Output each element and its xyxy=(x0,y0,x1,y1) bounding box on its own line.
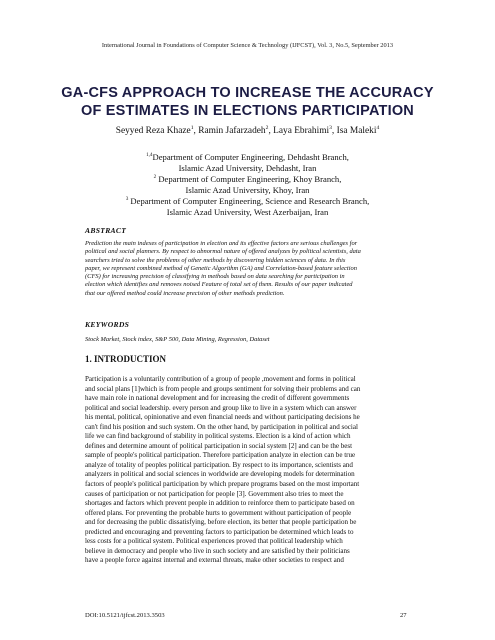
introduction-body xyxy=(85,375,413,566)
body-line: can't find his position and such system. On the other hand, by participation in political and social xyxy=(85,422,358,431)
abstract-line: Prediction the main indexes of participation in election and its effective factors are serious challenges for xyxy=(85,240,358,247)
body-line: have main role in national development and for increasing the credit of different governments xyxy=(85,394,350,403)
affiliation-1: $^{1,4}$Department of Computer Engineering, Dehdasht Branch, Islamic Azad University, Dehdasht, Iran xyxy=(146,152,349,173)
author-2: Ramin Jafarzadeh$^2$, xyxy=(198,124,274,136)
journal-header: International Journal in Foundations of Computer Science & Technology (IJFCST), Vol. 3, No.5, September 2013 xyxy=(101,42,394,49)
body-line: believe in democracy and people who live in such society and are satisfied by their politicians xyxy=(85,546,350,555)
abstract-body xyxy=(85,240,413,298)
body-line: political and social leadership. every person and group like to live in a system which can answer xyxy=(85,403,357,412)
affiliation-2: $^2$ Department of Computer Engineering, Khoy Branch, Islamic Azad University, Khoy, Iran xyxy=(153,174,342,195)
keywords-body: Stock Market, Stock index, S&P 500, Data Mining, Regression, Dataset xyxy=(85,336,270,343)
paper-title xyxy=(40,84,455,120)
abstract-line: election which identifies and removes noised Feature of total set of them. Results of our paper indicated xyxy=(85,281,353,289)
abstract-line: paper, we represent combined method of Genetic Algorithm (GA) and Correlation-based feature selection xyxy=(85,264,357,272)
body-line: factors of people's political participation by which prepare programs based on the most important xyxy=(85,480,360,489)
body-line: have a people force against internal and external threats, make other societies to respect and xyxy=(85,556,344,565)
title-line-1: GA-CFS APPROACH TO INCREASE THE ACCURACY xyxy=(61,85,434,101)
body-line: his mental, political, opinionative and even financial needs and without participating decisions he xyxy=(85,413,360,422)
abstract-heading: ABSTRACT xyxy=(85,226,127,235)
body-line: shortages and factors which prevent people in addition to reinforce them to participate based on xyxy=(85,499,355,508)
body-line: defines and determine amount of political participation in social system [2] and can be the best xyxy=(85,441,353,450)
doi-footer: DOI:10.5121/ijfcst.2013.3503 xyxy=(85,612,165,619)
body-line: analyzers in political and social sciences in worldwide are developing models for determination xyxy=(85,470,355,479)
author-3: Laya Ebrahimi$^3$, xyxy=(273,124,337,136)
affiliations xyxy=(0,152,495,218)
body-line: causes of participation or not participation for people [3]. Government also tries to meet the xyxy=(85,489,344,498)
author-1: Seyyed Reza Khaze$^1$, xyxy=(115,124,199,136)
body-line: predicted and encouraging and preventing factors to participation be determined which leads to xyxy=(85,527,354,536)
body-line: offered plans. For preventing the probable hurts to government without participation of people xyxy=(85,508,352,517)
body-line: and social plans [1]which is from people and groups sentiment for solving their problems and can xyxy=(85,384,361,393)
body-line: less costs for a political system. Political experiences proved that political leadership which xyxy=(85,537,343,546)
author-4: Isa Maleki$^4$ xyxy=(336,124,380,136)
author-list xyxy=(0,126,495,136)
body-line: Participation is a voluntarily contribution of a group of people ,movement and forms in political xyxy=(85,375,356,383)
body-line: analyze of totality of peoples political participation. By respect to its importance, scientists and xyxy=(85,460,353,469)
title-line-2: OF ESTIMATES IN ELECTIONS PARTICIPATION xyxy=(81,103,414,119)
abstract-line: political and social planners. By respect to abnormal nature of offered analyzes by political scientists, data xyxy=(85,248,361,256)
abstract-line: (CFS) for increasing precision of classifying in methods based on data searching for participation in xyxy=(85,273,345,280)
body-line: and for decreasing the public dissatisfying, before election, its better that people participation be xyxy=(85,518,357,527)
body-line: sample of people's political participation. Therefore participation analyze in election can be true xyxy=(85,451,356,460)
affiliation-3: $^3$ Department of Computer Engineering, Science and Research Branch, Islamic Azad University, West Azerbaijan, Iran xyxy=(125,196,370,217)
keywords-heading: KEYWORDS xyxy=(85,320,130,329)
body-line: life we can find background of stability in political systems. Election is a kind of action which xyxy=(85,432,351,441)
introduction-heading: 1. INTRODUCTION xyxy=(85,354,167,364)
page-number: 27 xyxy=(400,612,407,619)
abstract-line: that our offered method could increase precision of other methods prediction. xyxy=(85,289,285,297)
abstract-line: searchers tried to solve the problems of other methods by discovering hidden sciences of data. In this xyxy=(85,256,346,264)
